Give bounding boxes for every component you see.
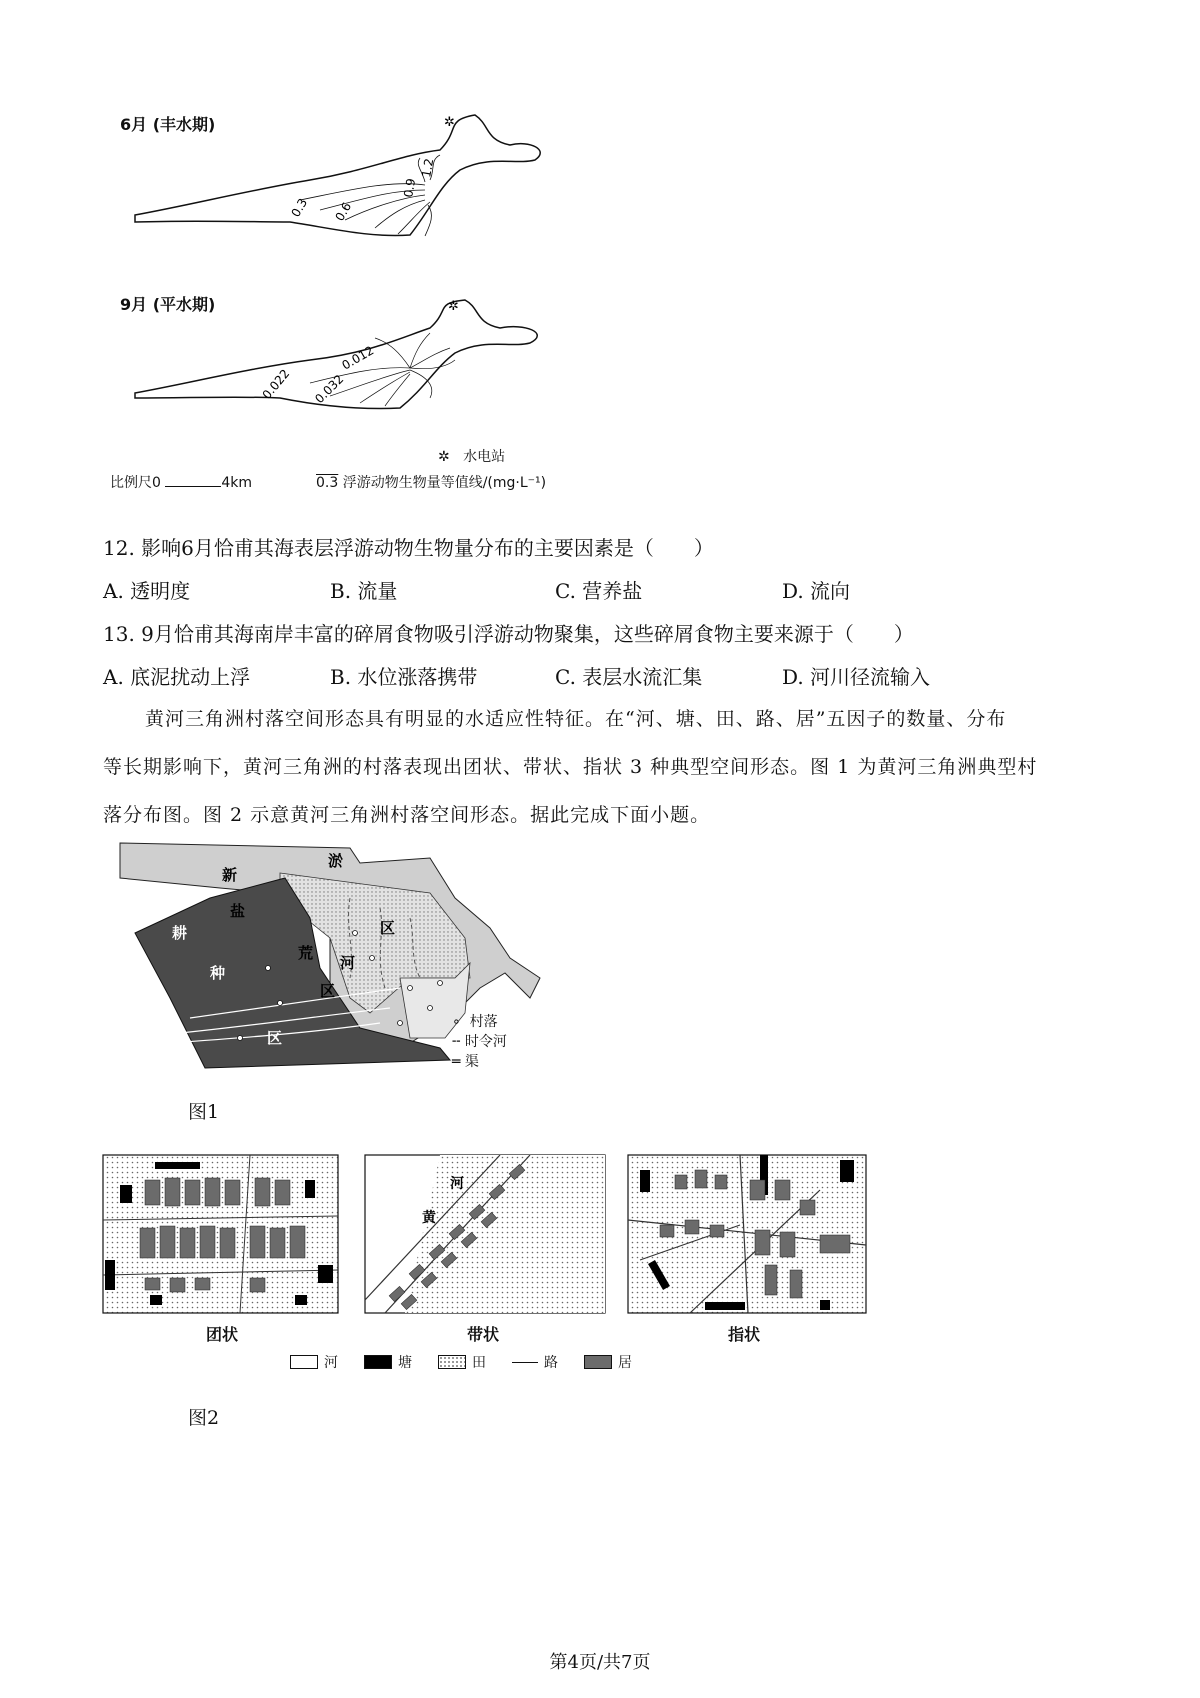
june-map-label: 6月 (丰水期): [120, 115, 216, 134]
fig1-legend-canal: 渠: [464, 1054, 479, 1070]
seasonal-river-legend-icon: ╌: [452, 1034, 465, 1050]
sep-map-label: 9月 (平水期): [120, 295, 216, 314]
contour-legend: [316, 472, 546, 492]
fig1-label-qu-1: 区: [380, 919, 396, 937]
legend-pond-text: 塘: [398, 1355, 412, 1371]
sep-lake-map: [130, 298, 550, 428]
legend-river: [290, 1352, 338, 1372]
june-contour-3: 1.2: [419, 157, 437, 179]
q13-option-c: C. 表层水流汇集: [555, 665, 703, 689]
fig1-legend-village: 村落: [469, 1014, 498, 1030]
june-lake-map: [130, 110, 550, 250]
panel-belt-label: 带状: [467, 1325, 500, 1344]
legend-road-swatch: [512, 1362, 538, 1363]
q12-option-d: D. 流向: [782, 579, 851, 603]
q13-option-b: B. 水位涨落携带: [330, 665, 478, 689]
legend-residence-text: 居: [618, 1355, 632, 1371]
legend-field-swatch: [438, 1355, 466, 1369]
june-contour-1: 0.6: [332, 199, 355, 224]
scale-zero: 0: [152, 475, 161, 491]
june-contour-0: 0.3: [288, 195, 311, 220]
fig1-label-yu: 淤: [328, 852, 344, 870]
legend-road-text: 路: [544, 1355, 558, 1371]
village-legend-icon: ∘: [452, 1014, 470, 1030]
fig1-legend: [452, 1012, 507, 1072]
legend-pond: [364, 1352, 412, 1372]
legend-river-swatch: [290, 1355, 318, 1369]
station-legend-icon: ✲: [438, 449, 464, 465]
station-icon-june: ✲: [444, 115, 455, 130]
page-footer: 第4页/共7页: [549, 1652, 651, 1673]
sep-contour-1: 0.032: [312, 371, 347, 407]
legend-road: [512, 1352, 558, 1372]
station-legend: [438, 446, 505, 466]
fig1-caption: 图1: [188, 1101, 220, 1123]
scale-bar: [165, 478, 221, 487]
panel-belt: [365, 1155, 605, 1313]
fig1-label-he: 河: [340, 954, 356, 972]
june-contour-2: 0.9: [401, 177, 419, 199]
fig2-river-label-huang: 黄: [422, 1210, 436, 1226]
scale-legend: [110, 472, 252, 492]
legend-pond-swatch: [364, 1355, 392, 1369]
q13-option-a: A. 底泥扰动上浮: [103, 665, 251, 689]
fig1-label-qu-2: 区: [320, 982, 336, 1000]
sep-contour-2: 0.012: [339, 343, 377, 373]
q12-option-c: C. 营养盐: [555, 579, 643, 603]
contour-legend-text: 浮游动物生物量等值线/(mg·L⁻¹): [342, 475, 547, 491]
question-12: 12. 影响6月恰甫其海表层浮游动物生物量分布的主要因素是（ ）: [103, 536, 714, 560]
fig2-legend: [290, 1352, 632, 1372]
question-13: 13. 9月恰甫其海南岸丰富的碎屑食物吸引浮游动物聚集，这些碎屑食物主要来源于（ ）: [103, 622, 914, 646]
contour-legend-value: 0.3: [316, 475, 339, 491]
fig1-label-huang: 荒: [298, 944, 314, 962]
passage-line-1: 黄河三角洲村落空间形态具有明显的水适应性特征。在“河、塘、田、路、居”五因子的数量、分布: [145, 708, 1007, 730]
scale-label: 比例尺: [110, 475, 152, 491]
fig1-label-xin: 新: [222, 866, 238, 884]
village-forms-figure: [100, 1150, 870, 1320]
station-legend-text: 水电站: [463, 449, 506, 465]
fig1-legend-seasonal-river: 时令河: [464, 1034, 507, 1050]
scale-km: 4km: [221, 475, 253, 491]
fig1-label-qu-3: 区: [267, 1029, 283, 1047]
legend-river-text: 河: [324, 1355, 338, 1371]
panel-finger: [628, 1155, 866, 1313]
passage-line-3: 落分布图。图 2 示意黄河三角洲村落空间形态。据此完成下面小题。: [103, 804, 711, 826]
sep-contour-0: 0.022: [259, 366, 293, 402]
legend-field: [438, 1352, 486, 1372]
q13-option-d: D. 河川径流输入: [782, 665, 931, 689]
q12-option-b: B. 流量: [330, 579, 398, 603]
q12-option-a: A. 透明度: [103, 579, 191, 603]
legend-residence: [584, 1352, 632, 1372]
legend-field-text: 田: [472, 1355, 486, 1371]
panel-finger-label: 指状: [728, 1325, 761, 1344]
fig1-label-geng: 耕: [172, 924, 188, 942]
fig2-river-label-he: 河: [450, 1176, 464, 1192]
fig2-caption: 图2: [188, 1407, 220, 1429]
panel-cluster-label: 团状: [206, 1325, 239, 1344]
canal-legend-icon: ═: [452, 1054, 465, 1070]
legend-residence-swatch: [584, 1355, 612, 1369]
passage-line-2: 等长期影响下，黄河三角洲的村落表现出团状、带状、指状 3 种典型空间形态。图 1 为黄河三角洲典型村: [103, 756, 1038, 778]
fig1-label-yan: 盐: [230, 902, 246, 920]
panel-cluster: [103, 1155, 338, 1313]
fig1-label-zhong: 种: [210, 964, 226, 982]
station-icon-sep: ✲: [448, 299, 459, 314]
